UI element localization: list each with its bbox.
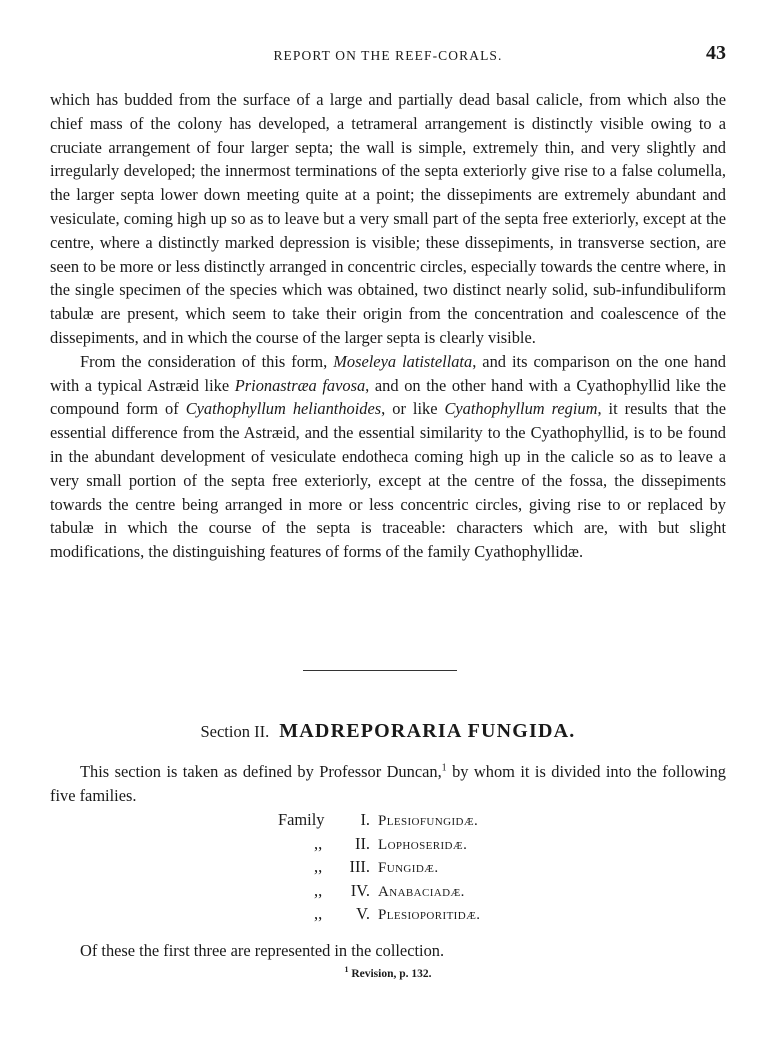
running-title: REPORT ON THE REEF-CORALS. (273, 48, 503, 63)
family-row (278, 855, 578, 879)
intro-text-after: by whom it is divided into the following five families. (50, 762, 726, 805)
para2-text-3: , and on the other hand with a Cyathophyllid like the compound form of (50, 375, 727, 419)
family-list (278, 808, 578, 926)
ditto-mark: ,, (314, 880, 323, 900)
para2-text-1: From the consideration of this form, (80, 351, 334, 371)
section-heading (0, 720, 776, 743)
intro-text-before: This section is taken as defined by Professor Duncan, (80, 762, 442, 781)
ditto-mark: ,, (314, 904, 323, 923)
paragraph-comparison (50, 350, 726, 564)
body-text (50, 88, 726, 564)
footnote (0, 965, 776, 980)
section-divider (303, 670, 457, 671)
page-header (50, 40, 726, 66)
family-name: Plesioporitidæ. (378, 907, 481, 923)
family-row (278, 808, 578, 832)
section-title: MADREPORARIA FUNGIDA. (279, 720, 576, 742)
intro-paragraph (50, 760, 726, 808)
section-label: Section II. (200, 722, 270, 741)
species-name-cyathophyllum-regium: Cyathophyllum regium (444, 399, 598, 419)
family-number: IV. (350, 880, 370, 900)
para2-text-2: , and its comparison on the one hand with a typical Astræid like (50, 351, 726, 395)
ditto-mark: ,, (314, 833, 323, 853)
family-row (278, 902, 578, 926)
family-number: II. (354, 833, 370, 853)
family-name: Fungidæ. (378, 860, 439, 876)
family-number: III. (349, 857, 370, 876)
footnote-text: Revision, p. 132. (348, 968, 432, 980)
family-name: Anabaciadæ. (378, 883, 465, 900)
para2-text-4: , or like (381, 399, 445, 419)
species-name-moseleya: Moseleya latistellata (333, 351, 473, 371)
footnote-reference: 1 (441, 762, 447, 774)
family-number: I. (360, 810, 370, 829)
footnote-marker: 1 (344, 965, 349, 975)
species-name-prionastraea: Prionastræa favosa (234, 375, 366, 395)
family-name: Plesiofungidæ. (378, 813, 479, 829)
ditto-mark: ,, (314, 857, 323, 876)
family-row (278, 879, 578, 903)
paragraph-continuation: which has budded from the surface of a large and partially dead basal calicle, from which also the chief mass of the colony has developed, a tetrameral arrangement is distinctly visible owing to a cruciate arrangement of four larger septa; the wall is simple, extremely thin, and very slightly and irregularly developed; the innermost terminations of the septa exteriorly give rise to a false columella, the larger septa lower down meeting quite at a point; the dissepiments are extremely abundant and vesiculate, coming high up so as to leave but a very small part of the septa free exteriorly, except at the centre, where a distinctly marked depression is visible; these dissepiments, in transverse section, are seen to be more or less distinctly arranged in concentric circles, especially towards the centre where, in the single specimen of the species which was obtained, two distinct nearly solid, sub-infundibuliform tabulæ are present, which seem to take their origin from the concentration and coalescence of the dissepiments, and in which the course of the larger septa is clearly visible. (50, 90, 726, 347)
family-name: Lophoseridæ. (378, 836, 468, 853)
family-prefix: Family (278, 810, 325, 829)
family-row (278, 832, 578, 856)
closing-sentence: Of these the first three are represented in the collection. (80, 941, 445, 960)
species-name-cyathophyllum-helianthoides: Cyathophyllum helianthoides (185, 399, 382, 419)
section-intro (50, 760, 726, 808)
family-number: V. (356, 904, 370, 923)
page-number: 43 (706, 42, 726, 64)
para2-text-5: , it results that the essential difference from the Astræid, and the essential similarity to the Cyathophyllid, is to be found in the abundant development of vesiculate endotheca coming high up in the calicle so as to leave a very small portion of the septa free exteriorly, except at the centre of the fossa, the dissepiments towards the centre being arranged in more or less concentric circles, giving rise to or replaced by tabulæ in which the course of the septa is traceable: characters which are, with but slight modifications, the distinguishing features of forms of the family Cyathophyllidæ. (50, 399, 726, 562)
